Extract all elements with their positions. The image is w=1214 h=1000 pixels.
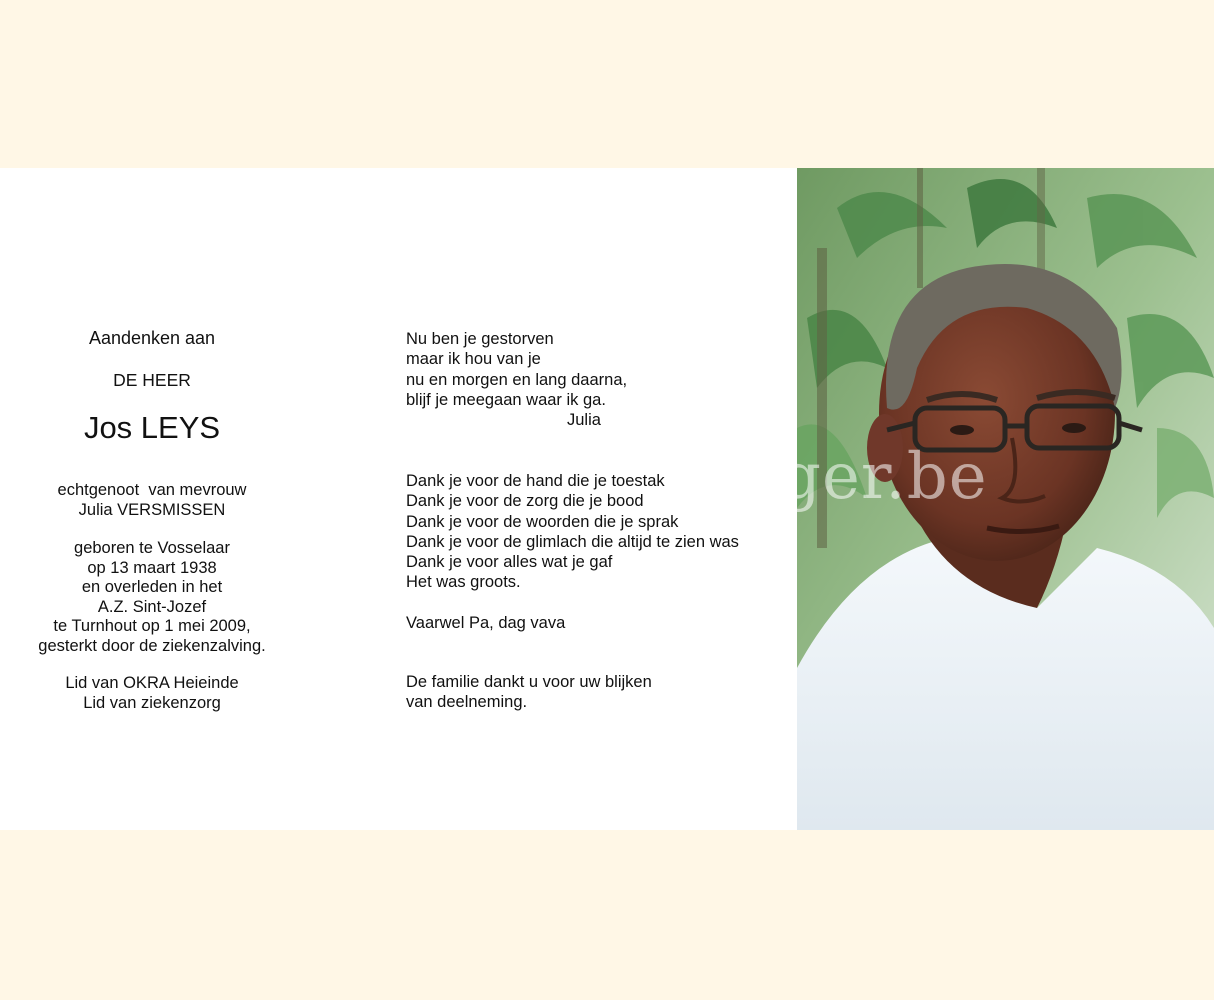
- poem-author: Julia: [567, 411, 601, 429]
- memorial-details: [0, 168, 304, 830]
- life-line: geboren te Vosselaar: [74, 539, 230, 557]
- spouse-line: echtgenoot van mevrouw: [57, 481, 247, 499]
- memorial-card: [0, 168, 1214, 830]
- life-line: en overleden in het: [81, 578, 223, 597]
- thanks-line: Dank je voor de woorden die je sprak: [406, 512, 679, 531]
- deceased-name: Jos LEYS: [83, 410, 221, 445]
- thanks-text: [406, 471, 739, 593]
- intro-text: Aandenken aan: [88, 328, 216, 348]
- spouse-info: [0, 481, 304, 520]
- membership-line: Lid van OKRA Heieinde: [65, 674, 239, 692]
- thanks-line: Dank je voor de hand die je toestak: [406, 472, 665, 490]
- honorific: DE HEER: [113, 370, 191, 390]
- spouse-line: Julia VERSMISSEN: [78, 500, 226, 519]
- life-line: gesterkt door de ziekenzalving.: [38, 636, 266, 655]
- poem-line: Nu ben je gestorven: [406, 330, 554, 348]
- thanks-line: Dank je voor de glimlach die altijd te zien was: [406, 532, 739, 551]
- family-thanks-line: van deelneming.: [406, 693, 528, 712]
- thanks-line: Dank je voor alles wat je gaf: [406, 553, 613, 572]
- life-line: te Turnhout op 1 mei 2009,: [53, 617, 251, 636]
- membership-line: Lid van ziekenzorg: [83, 693, 221, 712]
- life-dates: [0, 539, 304, 657]
- poem-line: nu en morgen en lang daarna,: [406, 370, 628, 389]
- thanks-line: Dank je voor de zorg die je bood: [406, 492, 644, 511]
- farewell-text: Vaarwel Pa, dag vava: [406, 614, 566, 632]
- watermark-text: ger.be: [780, 440, 988, 514]
- family-thanks: [406, 672, 652, 713]
- poem-line: blijf je meegaan waar ik ga.: [406, 390, 606, 409]
- family-thanks-line: De familie dankt u voor uw blijken: [406, 673, 652, 691]
- memberships: [0, 674, 304, 713]
- memorial-texts: [406, 168, 786, 830]
- thanks-line: Het was groots.: [406, 573, 521, 592]
- life-line: op 13 maart 1938: [87, 558, 217, 577]
- poem: [406, 329, 627, 410]
- poem-line: maar ik hou van je: [406, 350, 541, 369]
- life-line: A.Z. Sint-Jozef: [97, 597, 207, 616]
